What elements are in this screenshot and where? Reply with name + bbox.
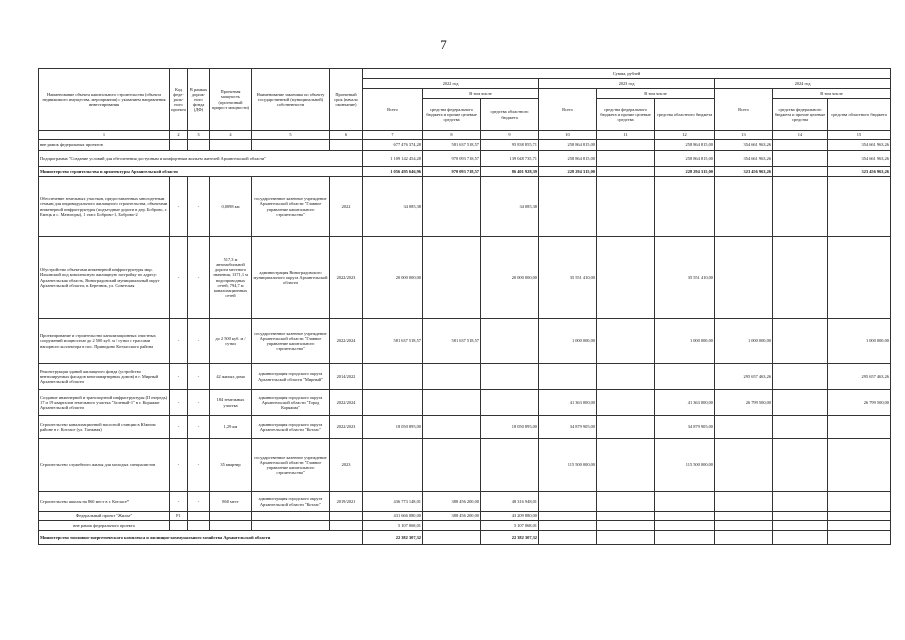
cell-c7: 20 000 000,00 (363, 237, 423, 319)
cell-c14 (773, 319, 828, 364)
cell-c12 (655, 364, 715, 390)
header-term: Проектный срок (начало окончание) (330, 69, 363, 131)
cell-c5: государственное казенное учреждение Архангельской области "Главное управление капитального строительства" (252, 319, 330, 364)
cell-c10 (539, 512, 597, 521)
cell-c13 (715, 237, 773, 319)
cell-c7: 34 085,38 (363, 177, 423, 237)
header-year-2023: 2023 год (539, 79, 715, 89)
cell-c3: - (188, 492, 210, 512)
cell-c8 (423, 439, 481, 492)
cell-c11 (597, 177, 655, 237)
cell-c6: 2023 (330, 439, 363, 492)
cell-c10 (539, 521, 597, 531)
cell-c14 (773, 531, 828, 545)
column-number: 8 (423, 131, 481, 140)
header-capacity: Проектная мощность (прогнозный прирост мощности) (210, 69, 252, 131)
header-sum: Сумма, рублей (363, 69, 891, 79)
cell-c1: Создание инженерной и транспортной инфраструктуры (II очередь) 17 и 19 кварталов земельного участка "Зеленый-1" в г. Коряжме Архангельской области (39, 390, 170, 416)
cell-c11 (597, 416, 655, 439)
cell-c11 (597, 512, 655, 521)
cell-c5: администрация Виноградовского муниципального округа Архангельской области (252, 237, 330, 319)
cell-c2: F1 (170, 512, 188, 521)
cell-c6 (330, 521, 363, 531)
column-number: 2 (170, 131, 188, 140)
cell-c13 (715, 439, 773, 492)
cell-c7: 1 109 142 454,28 (363, 151, 423, 167)
cell-c1: вне рамок федеральных проектов (39, 140, 170, 151)
cell-c11 (597, 140, 655, 151)
cell-c3: - (188, 364, 210, 390)
cell-c1: Министерство топливно-энергетического комплекса и жилищно-коммунального хозяйства Архангельской области (39, 531, 363, 545)
table-row (39, 140, 891, 151)
cell-c15: 354 661 963,26 (828, 151, 891, 167)
cell-c14 (773, 151, 828, 167)
header-federal-project-code: Код феде-раль-ного проекта (170, 69, 188, 131)
cell-c10: 258 864 815,00 (539, 151, 597, 167)
cell-c9: 34 085,38 (481, 177, 539, 237)
cell-c9: 5 107 068,01 (481, 521, 539, 531)
cell-c14 (773, 521, 828, 531)
cell-c14 (773, 140, 828, 151)
header-total-2022: Всего (363, 89, 423, 131)
cell-c8: 388 456 200,00 (423, 492, 481, 512)
cell-c10: 115 500 000,00 (539, 439, 597, 492)
cell-c5 (252, 521, 330, 531)
cell-c15: 354 661 963,26 (828, 140, 891, 151)
column-number: 7 (363, 131, 423, 140)
cell-c11 (597, 319, 655, 364)
cell-c5: государственное казенное учреждение Архангельской области "Главное управление капитального строительства" (252, 177, 330, 237)
cell-c8 (423, 390, 481, 416)
cell-c11 (597, 531, 655, 545)
cell-c10 (539, 177, 597, 237)
cell-c15 (828, 521, 891, 531)
cell-c10 (539, 364, 597, 390)
cell-c2 (170, 140, 188, 151)
cell-c11 (597, 364, 655, 390)
header-incl-2023: В том числе (597, 89, 715, 99)
cell-c13: 354 661 963,26 (715, 140, 773, 151)
cell-c7: 5 107 068,01 (363, 521, 423, 531)
cell-c1: вне рамок федерального проекта (39, 521, 170, 531)
cell-c9: 18 050 895,00 (481, 416, 539, 439)
cell-c15: 1 000 000,00 (828, 319, 891, 364)
cell-c14 (773, 167, 828, 177)
cell-c9 (481, 390, 539, 416)
cell-c10 (539, 492, 597, 512)
cell-c4: 35 квартир (210, 439, 252, 492)
cell-c13: 1 000 000,00 (715, 319, 773, 364)
table-row (39, 237, 891, 319)
cell-c9: 95 838 855,71 (481, 140, 539, 151)
cell-c15: 295 657 463,26 (828, 364, 891, 390)
cell-c12: 258 864 815,00 (655, 151, 715, 167)
column-number: 6 (330, 131, 363, 140)
header-customer: Наименование заказчика по объекту государственной (муниципальной) собственности (252, 69, 330, 131)
cell-c8 (423, 416, 481, 439)
cell-c9 (481, 319, 539, 364)
cell-c15 (828, 177, 891, 237)
cell-c5: администрация городского округа Архангельской области "Котлас" (252, 492, 330, 512)
cell-c5: государственное казенное учреждение Архангельской области "Главное управление капитального строительства" (252, 439, 330, 492)
page-number: 7 (440, 37, 447, 52)
column-number: 15 (828, 131, 891, 140)
table-row (39, 390, 891, 416)
cell-c2: - (170, 439, 188, 492)
cell-c2: - (170, 177, 188, 237)
cell-c3 (188, 140, 210, 151)
column-number: 5 (252, 131, 330, 140)
cell-c9: 48 316 948,01 (481, 492, 539, 512)
cell-c15 (828, 531, 891, 545)
cell-c8: 970 093 718,57 (423, 151, 481, 167)
cell-c1: Строительство школы на 860 мест в г. Котласе* (39, 492, 170, 512)
cell-c15 (828, 492, 891, 512)
cell-c2: - (170, 416, 188, 439)
cell-c13 (715, 177, 773, 237)
header-object-name: Наименование объекта капитального строительства (объекта недвижимого имущества, мероприятия) с указанием направления инвестирования (39, 69, 170, 131)
cell-c11 (597, 439, 655, 492)
cell-c12: 115 500 000,00 (655, 439, 715, 492)
cell-c5: администрация городского округа Архангельской области "Мирный" (252, 364, 330, 390)
cell-c8: 581 637 518,57 (423, 319, 481, 364)
cell-c12: 34 879 905,00 (655, 416, 715, 439)
cell-c15 (828, 439, 891, 492)
cell-c15: 26 799 500,00 (828, 390, 891, 416)
cell-c12: 41 363 000,00 (655, 390, 715, 416)
cell-c1: Федеральный проект "Жилье" (39, 512, 170, 521)
cell-c6: 2022/2023 (330, 237, 363, 319)
cell-c7: 677 476 374,28 (363, 140, 423, 151)
column-number: 10 (539, 131, 597, 140)
cell-c12: 1 000 000,00 (655, 319, 715, 364)
cell-c15: 323 456 963,26 (828, 167, 891, 177)
cell-c3: - (188, 439, 210, 492)
cell-c8 (423, 177, 481, 237)
cell-c2: - (170, 364, 188, 390)
table-row (39, 492, 891, 512)
cell-c14 (773, 177, 828, 237)
header-road-fund: В рамках дорож-ного фонда (ДФ) (188, 69, 210, 131)
cell-c3 (188, 521, 210, 531)
cell-c15 (828, 512, 891, 521)
cell-c14 (773, 492, 828, 512)
cell-c1: Строительство канализационной насосной станции в Южном районе в г. Котласе (ул. Таежная) (39, 416, 170, 439)
cell-c8 (423, 364, 481, 390)
cell-c7: 22 382 307,32 (363, 531, 423, 545)
cell-c14 (773, 439, 828, 492)
cell-c2: - (170, 390, 188, 416)
cell-c12 (655, 512, 715, 521)
header-year-2022: 2022 год (363, 79, 539, 89)
cell-c4: до 2 500 куб. м / сутки (210, 319, 252, 364)
header-fed-2023: средства федерального бюджета и прочие целевые средства (597, 99, 655, 131)
header-total-2024: Всего (715, 89, 773, 131)
header-incl-2022: В том числе (423, 89, 539, 99)
cell-c7 (363, 439, 423, 492)
cell-c4: 184 земельных участка (210, 390, 252, 416)
cell-c5 (252, 140, 330, 151)
cell-c10: 41 363 000,00 (539, 390, 597, 416)
investment-table (38, 68, 891, 545)
cell-c13: 323 456 963,26 (715, 167, 773, 177)
cell-c9 (481, 439, 539, 492)
cell-c1: Обеспечение земельных участков, предоставленных многодетным семьям для индивидуального жилищного строительства, объектами инженерной инфраструктуры (подъездные дороги в дер. Боброво, г. Емецк и с. Матигоры), 1 этап: Боброво-1, Боброво-2 (39, 177, 170, 237)
cell-c6 (330, 512, 363, 521)
cell-c2: - (170, 237, 188, 319)
cell-c7: 18 050 895,00 (363, 416, 423, 439)
header-reg-2024: средства областного бюджета (828, 99, 891, 131)
cell-c14 (773, 416, 828, 439)
cell-c14 (773, 364, 828, 390)
cell-c12 (655, 531, 715, 545)
cell-c1: Обустройство объектами инженерной инфраструктуры мкр. Ильинский под комплексную жилищную застройку по адресу: Архангельская область, Виноградовский муниципальный округ Архангельской области, п.Березник, ул. Советская (39, 237, 170, 319)
column-number: 14 (773, 131, 828, 140)
cell-c12: 228 294 315,00 (655, 167, 715, 177)
cell-c10: 34 879 905,00 (539, 416, 597, 439)
cell-c6: 2022/2023 (330, 416, 363, 439)
cell-c13 (715, 521, 773, 531)
cell-c7: 1 056 495 646,96 (363, 167, 423, 177)
cell-c14 (773, 390, 828, 416)
cell-c5: администрация городского округа Архангельской области "Котлас" (252, 416, 330, 439)
cell-c15 (828, 237, 891, 319)
cell-c4 (210, 140, 252, 151)
cell-c4: 517,3 м автомобильной дороги местного значения, 1371,1 м водопроводных сетей, 794,7 м канализационных сетей (210, 237, 252, 319)
cell-c13 (715, 531, 773, 545)
cell-c4: 1,29 км (210, 416, 252, 439)
cell-c15 (828, 416, 891, 439)
cell-c8 (423, 521, 481, 531)
cell-c4 (210, 521, 252, 531)
cell-c7 (363, 364, 423, 390)
cell-c11 (597, 151, 655, 167)
header-incl-2024: В том числе (773, 89, 891, 99)
cell-c4: 42 жилых дома (210, 364, 252, 390)
column-number: 13 (715, 131, 773, 140)
column-number: 9 (481, 131, 539, 140)
header-reg-2022: средства областного бюджета (481, 99, 539, 131)
cell-c4: 0,0098 км (210, 177, 252, 237)
cell-c3 (188, 512, 210, 521)
table-row (39, 167, 891, 177)
cell-c13 (715, 492, 773, 512)
cell-c6: 2019/2021 (330, 492, 363, 512)
cell-c2 (170, 521, 188, 531)
column-number: 3 (188, 131, 210, 140)
column-number: 1 (39, 131, 170, 140)
cell-c14 (773, 512, 828, 521)
cell-c6: 2022 (330, 177, 363, 237)
cell-c1: Реконструкция зданий жилищного фонда (устройство вентилируемых фасадов многоквартирных домов) в г. Мирный Архангельской области (39, 364, 170, 390)
table-row (39, 151, 891, 167)
cell-c9: 86 401 928,39 (481, 167, 539, 177)
cell-c2: - (170, 492, 188, 512)
cell-c1: Проектирование и строительство канализационных очистных сооружений мощностью до 2 500 куб. м / сутки с трассами напорного коллектора в пос. Приводино Котласского района (39, 319, 170, 364)
cell-c1: Строительство служебного жилья для молодых специалистов (39, 439, 170, 492)
table-row (39, 512, 891, 521)
header-total-2023: Всего (539, 89, 597, 131)
cell-c10: 258 864 815,00 (539, 140, 597, 151)
cell-c11 (597, 390, 655, 416)
table-row (39, 177, 891, 237)
cell-c10: 1 000 000,00 (539, 319, 597, 364)
cell-c11 (597, 521, 655, 531)
cell-c12 (655, 521, 715, 531)
cell-c10: 228 294 315,00 (539, 167, 597, 177)
header-fed-2022: средства федерального бюджета и прочие целевые средства (423, 99, 481, 131)
cell-c8 (423, 237, 481, 319)
cell-c13: 26 799 500,00 (715, 390, 773, 416)
cell-c5: администрация городского округа Архангельской области "Город Коряжма" (252, 390, 330, 416)
cell-c12: 258 864 815,00 (655, 140, 715, 151)
cell-c7: 431 666 080,00 (363, 512, 423, 521)
header-fed-2024: средства федерального бюджета и прочие целевые средства (773, 99, 828, 131)
cell-c3: - (188, 416, 210, 439)
cell-c9: 20 000 000,00 (481, 237, 539, 319)
cell-c2: - (170, 319, 188, 364)
column-number: 11 (597, 131, 655, 140)
column-number: 4 (210, 131, 252, 140)
cell-c9 (481, 364, 539, 390)
cell-c3: - (188, 319, 210, 364)
cell-c8 (423, 531, 481, 545)
cell-c7: 436 773 148,01 (363, 492, 423, 512)
cell-c8: 388 456 200,00 (423, 512, 481, 521)
cell-c7: 581 637 518,57 (363, 319, 423, 364)
cell-c7 (363, 390, 423, 416)
cell-c1: Подпрограмма "Создание условий для обеспечения доступным и комфортным жильем жителей Архангельской области" (39, 151, 363, 167)
cell-c13: 354 661 963,26 (715, 151, 773, 167)
cell-c12 (655, 177, 715, 237)
cell-c6 (330, 140, 363, 151)
cell-c11 (597, 167, 655, 177)
cell-c3: - (188, 390, 210, 416)
header-reg-2023: средства областного бюджета (655, 99, 715, 131)
table-row (39, 416, 891, 439)
header-year-2024: 2024 год (715, 79, 891, 89)
table-row (39, 521, 891, 531)
cell-c4: 860 мест (210, 492, 252, 512)
cell-c11 (597, 492, 655, 512)
cell-c9: 43 209 880,00 (481, 512, 539, 521)
cell-c9: 22 382 307,32 (481, 531, 539, 545)
cell-c8: 581 637 518,57 (423, 140, 481, 151)
cell-c13 (715, 416, 773, 439)
cell-c10 (539, 531, 597, 545)
cell-c6: 2022/2024 (330, 390, 363, 416)
cell-c13: 295 657 463,26 (715, 364, 773, 390)
cell-c12 (655, 492, 715, 512)
cell-c3: - (188, 177, 210, 237)
cell-c12: 35 551 410,00 (655, 237, 715, 319)
column-number: 12 (655, 131, 715, 140)
cell-c14 (773, 237, 828, 319)
cell-c6: 2014/2022 (330, 364, 363, 390)
cell-c11 (597, 237, 655, 319)
cell-c5 (252, 512, 330, 521)
cell-c4 (210, 512, 252, 521)
cell-c3: - (188, 237, 210, 319)
cell-c6: 2022/2024 (330, 319, 363, 364)
table-row (39, 531, 891, 545)
cell-c13 (715, 512, 773, 521)
cell-c9: 139 048 735,71 (481, 151, 539, 167)
table-row (39, 364, 891, 390)
table-row (39, 319, 891, 364)
cell-c1: Министерство строительства и архитектуры Архангельской области (39, 167, 363, 177)
cell-c10: 35 551 410,00 (539, 237, 597, 319)
table-row (39, 439, 891, 492)
cell-c8: 970 093 718,57 (423, 167, 481, 177)
